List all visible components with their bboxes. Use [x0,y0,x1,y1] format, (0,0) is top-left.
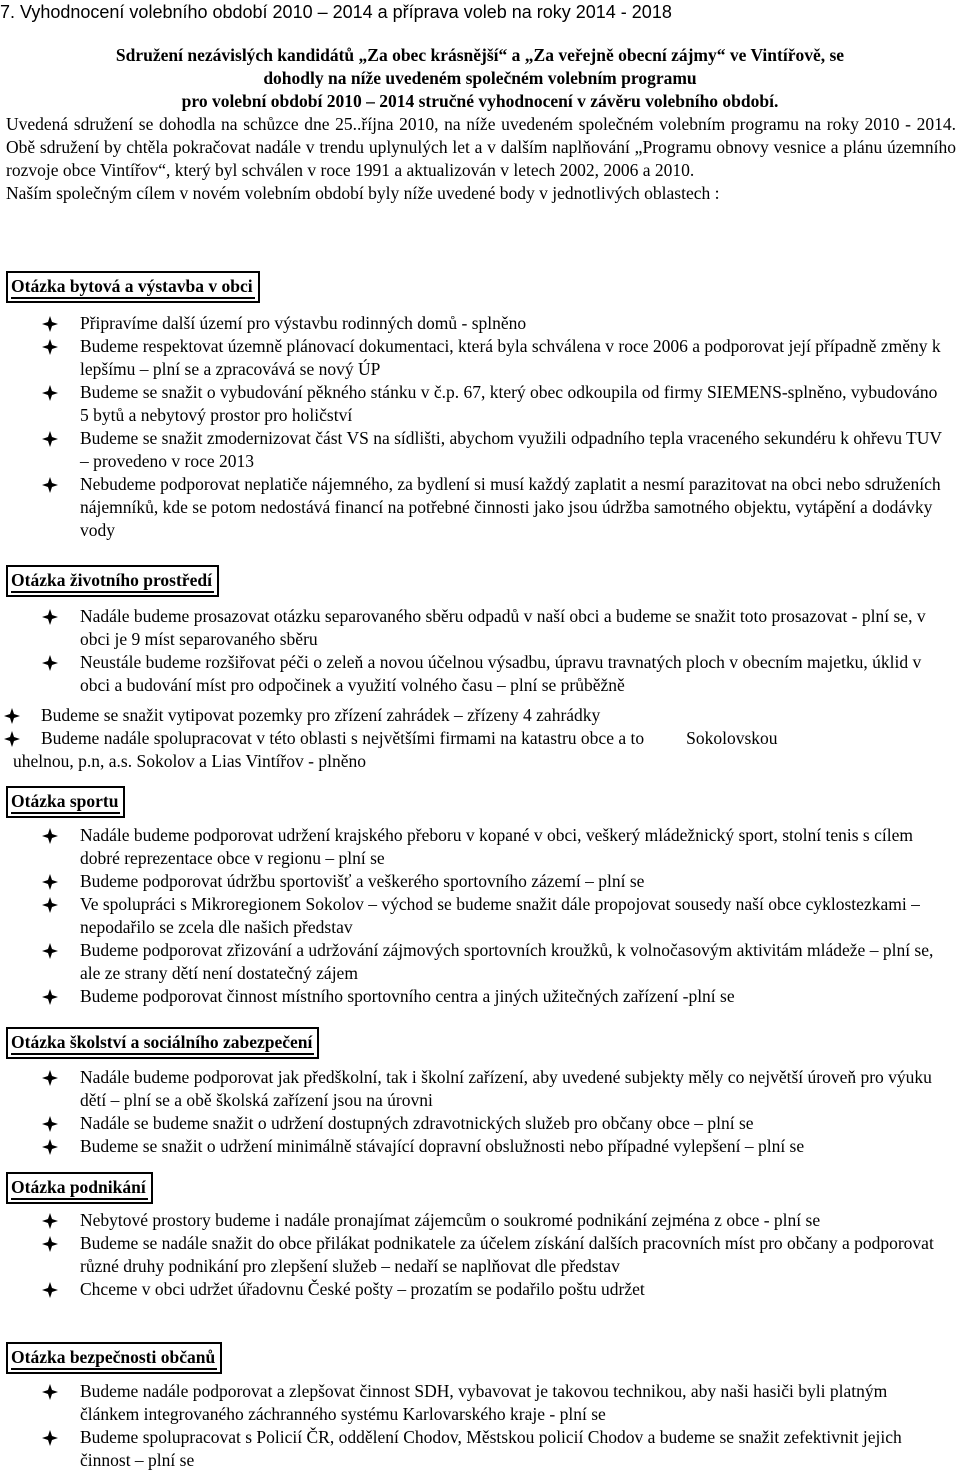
diamond-bullet-icon [42,1116,58,1132]
list-item: Budeme se snažit zmodernizovat část VS na sídlišti, abychom využili odpadního tepla vraceného sekundéru k ohřevu TUV – provedeno v roce 2013 [0,427,944,473]
diamond-bullet-icon [42,1282,58,1298]
list-item: Budeme se snažit o udržení minimálně stávající dopravní obslužnosti nebo případné vylepšení – plní se [0,1135,944,1158]
list-item: Připravíme další území pro výstavbu rodinných domů - splněno [0,312,944,335]
diamond-bullet-icon [42,1213,58,1229]
section-title-education: Otázka školství a sociálního zabezpečení [6,1027,319,1059]
safety-list [0,1380,944,1472]
intro-bold-line: pro volební období 2010 – 2014 stručné vyhodnocení v závěru volebního období. [181,91,779,111]
section-heading: 7. Vyhodnocení volebního období 2010 – 2014 a příprava voleb na roky 2014 - 2018 [0,2,672,22]
diamond-bullet-icon [42,655,58,671]
list-item: Budeme se nadále snažit do obce přilákat podnikatele za účelem získání dalších pracovních míst pro občany a podporovat různé druhy podnikání pro zlepšení služeb – nedaří se naplňovat dle představ [0,1232,944,1278]
diamond-bullet-icon [42,897,58,913]
diamond-bullet-icon [42,431,58,447]
diamond-bullet-icon [42,477,58,493]
list-item: Nadále se budeme snažit o udržení dostupných zdravotnických služeb pro občany obce – plní se [0,1112,944,1135]
housing-list [0,312,944,542]
diamond-bullet-icon [42,828,58,844]
diamond-bullet-icon [42,874,58,890]
environment-outer-list [0,704,944,750]
list-item: Budeme spolupracovat s Policií ČR, oddělení Chodov, Městskou policií Chodov a budeme se snažit zefektivnit jejich činnost – plní se [0,1426,944,1472]
business-list [0,1209,944,1301]
list-item: Nadále budeme podporovat jak předškolní, tak i školní zařízení, aby uvedené subjekty měly co největší úroveň pro výuku dětí – plní se a obě školská zařízení jsou na úrovni [0,1066,944,1112]
list-item: Chceme v obci udržet úřadovnu České pošty – prozatím se podařilo poštu udržet [0,1278,944,1301]
list-item: Nadále budeme prosazovat otázku separovaného sběru odpadů v naší obci a budeme se snažit toto prosazovat - plní se, v obci je 9 míst separovaného sběru [0,605,944,651]
diamond-bullet-icon [42,385,58,401]
list-item: Budeme se snažit o vybudování pěkného stánku v č.p. 67, který obec odkoupila od firmy SIEMENS-splněno, vybudováno 5 bytů a nebytový prostor pro holičství [0,381,944,427]
list-item: Budeme podporovat zřizování a udržování zájmových sportovních kroužků, k volnočasovým aktivitám mládeže – plní se, ale ze strany dětí není dostatečný zájem [0,939,944,985]
list-item: Budeme respektovat územně plánovací dokumentaci, která byla schválena v roce 2006 a podporovat její případně změny k lepšímu – plní se a zpracovává se nový ÚP [0,335,944,381]
list-item: Nebudeme podporovat neplatiče nájemného, za bydlení si musí každý zaplatit a nesmí parazitovat na obci nebo sdruženích nájemníků, kde se potom nedostává financí na potřebné činnosti jako jsou údržba samotného objektu, vytápění a dodávky vody [0,473,944,542]
list-item: Nadále budeme podporovat udržení krajského přeboru v kopané v obci, veškerý mládežnický sport, stolní tenis s cílem dobré reprezentace obce v regionu – plní se [0,824,944,870]
intro-bold-line: dohodly na níže uvedeném společném volebním programu [263,68,697,88]
list-item: Budeme nadále podporovat a zlepšovat činnost SDH, vybavovat je takovou technikou, aby naši hasiči byli platným článkem integrovaného záchranného systému Karlovarského kraje - plní se [0,1380,944,1426]
diamond-bullet-icon [42,989,58,1005]
section-title-business: Otázka podnikání [6,1172,153,1204]
list-item: Ve spolupráci s Mikroregionem Sokolov – východ se budeme snažit dále propojovat sousedy naší obce cyklostezkami – nepodařilo se zcela dle našich představ [0,893,944,939]
environment-continuation: uhelnou, p.n, a.s. Sokolov a Lias Vintířov - plněno [13,751,366,771]
diamond-bullet-icon [42,1384,58,1400]
section-title-safety: Otázka bezpečnosti občanů [6,1342,222,1374]
intro-bold-line: Sdružení nezávislých kandidátů „Za obec krásnější“ a „Za veřejně obecní zájmy“ ve Vintířově, se [115,45,845,65]
list-item: Budeme podporovat údržbu sportovišť a veškerého sportovního zázemí – plní se [0,870,944,893]
intro-goal: Naším společným cílem v novém volebním období byly níže uvedené body v jednotlivých oblastech : [6,183,720,203]
intro-block [0,44,960,205]
diamond-bullet-icon [42,943,58,959]
diamond-bullet-icon [42,1236,58,1252]
section-title-sport: Otázka sportu [6,786,125,818]
diamond-bullet-icon [42,1139,58,1155]
diamond-bullet-icon [4,731,20,747]
diamond-bullet-icon [42,1070,58,1086]
list-item: Nebytové prostory budeme i nadále pronajímat zájemcům o soukromé podnikání zejména z obce - plní se [0,1209,944,1232]
diamond-bullet-icon [42,609,58,625]
list-item: Budeme nadále spolupracovat v této oblasti s největšími firmami na katastru obce a to Sokolovskou [0,727,944,750]
diamond-bullet-icon [4,708,20,724]
diamond-bullet-icon [42,339,58,355]
intro-paragraph: Uvedená sdružení se dohodla na schůzce dne 25..října 2010, na níže uvedeném společném volebním programu na roky 2010 - 2014. Obě sdružení by chtěla pokračovat nadále v trendu uplynulých let a v dalším naplňování „Programu obnovy vesnice a plánu územního rozvoje obce Vintířov“, který byl schválen v roce 1991 a aktualizován v letech 2002, 2006 a 2010. [6,114,956,180]
section-title-housing: Otázka bytová a výstavba v obci [6,271,260,303]
environment-list [0,605,944,697]
sport-list [0,824,944,1008]
diamond-bullet-icon [42,1430,58,1446]
education-list [0,1066,944,1158]
section-title-environment: Otázka životního prostředí [6,565,219,597]
diamond-bullet-icon [42,316,58,332]
list-item: Budeme podporovat činnost místního sportovního centra a jiných užitečných zařízení -plní se [0,985,944,1008]
list-item: Neustále budeme rozšiřovat péči o zeleň a novou účelnou výsadbu, úpravu travnatých ploch v obecním majetku, úklid v obci a budování míst pro odpočinek a využití volného času – plní se průběžně [0,651,944,697]
list-item: Budeme se snažit vytipovat pozemky pro zřízení zahrádek – zřízeny 4 zahrádky [0,704,944,727]
